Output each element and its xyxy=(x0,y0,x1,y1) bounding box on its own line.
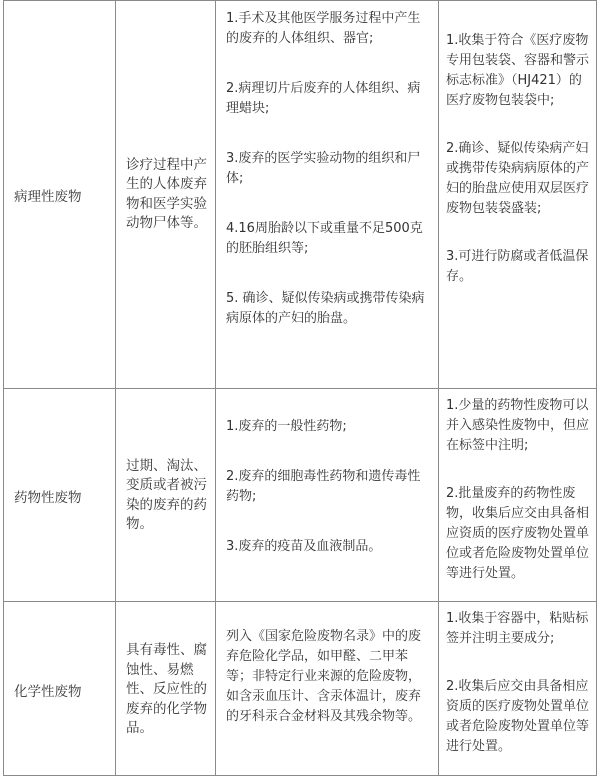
description-cell xyxy=(117,1,215,388)
handling-item: 2.确诊、疑似传染病产妇或携带传染病病原体的产妇的胎盘应使用双层医疗废物包装袋盛装; xyxy=(446,141,590,216)
examples-cell xyxy=(217,1,438,388)
example-item: 1.手术及其他医学服务过程中产生的废弃的人体组织、器官; xyxy=(226,11,421,46)
description-cell xyxy=(117,603,215,777)
example-item: 5. 确诊、疑似传染病或携带传染病病原体的产妇的胎盘。 xyxy=(226,291,425,326)
example-item: 3.废弃的疫苗及血液制品。 xyxy=(226,539,382,554)
example-item: 列入《国家危险废物名录》中的废弃危险化学品，如甲醛、二甲苯等；非特定行业来源的危险废物，如含汞血压计、含汞体温计，废弃的牙科汞合金材料及其残余物等。 xyxy=(226,629,422,724)
description-text: 过期、淘汰、变质或者被污染的废弃的药物。 xyxy=(126,457,207,532)
description-text: 诊疗过程中产生的人体废弃物和医学实验动物尸体等。 xyxy=(126,156,207,231)
table-row-chemical xyxy=(4,603,596,777)
handling-item: 2.收集后应交由具备相应资质的医疗废物处置单位或者危险废物处置单位等进行处置。 xyxy=(446,679,590,754)
table-row-pharmaceutical xyxy=(4,390,596,601)
category-cell xyxy=(4,1,115,388)
handling-item: 2.批量废弃的药物性废物，收集后应交由具备相应资质的医疗废物处置单位或者危险废物处置单位等进行处置。 xyxy=(446,486,590,581)
description-cell xyxy=(117,390,215,601)
category-label: 病理性废物 xyxy=(14,188,82,205)
handling-item: 1.收集于符合《医疗废物专用包装袋、容器和警示标志标准》（HJ421）的医疗废物包装袋中; xyxy=(446,33,590,108)
examples-cell xyxy=(217,603,438,777)
waste-classification-table xyxy=(3,0,597,776)
category-label: 药物性废物 xyxy=(14,489,82,506)
handling-cell xyxy=(440,390,596,601)
handling-cell xyxy=(440,603,596,777)
handling-cell xyxy=(440,1,596,388)
example-item: 2.废弃的细胞毒性药物和遗传毒性药物; xyxy=(226,469,421,504)
handling-item: 1.少量的药物性废物可以并入感染性废物中，但应在标签中注明; xyxy=(446,398,590,453)
example-item: 2.病理切片后废弃的人体组织、病理蜡块; xyxy=(226,81,421,116)
example-item: 3.废弃的医学实验动物的组织和尸体; xyxy=(226,151,421,186)
category-cell xyxy=(4,603,115,777)
examples-cell xyxy=(217,390,438,601)
category-label: 化学性废物 xyxy=(14,684,82,700)
table-row-pathological xyxy=(4,1,596,388)
handling-item: 1.收集于容器中，粘贴标签并注明主要成分; xyxy=(446,611,589,646)
row-divider xyxy=(4,601,596,602)
category-cell xyxy=(4,390,115,601)
handling-item: 3.可进行防腐或者低温保存。 xyxy=(446,249,589,284)
example-item: 1.废弃的一般性药物; xyxy=(226,419,347,434)
example-item: 4.16周胎龄以下或重量不足500克的胚胎组织等; xyxy=(226,221,423,256)
row-divider xyxy=(4,388,596,389)
description-text: 具有毒性、腐蚀性、易燃性、反应性的废弃的化学物品。 xyxy=(126,642,207,737)
